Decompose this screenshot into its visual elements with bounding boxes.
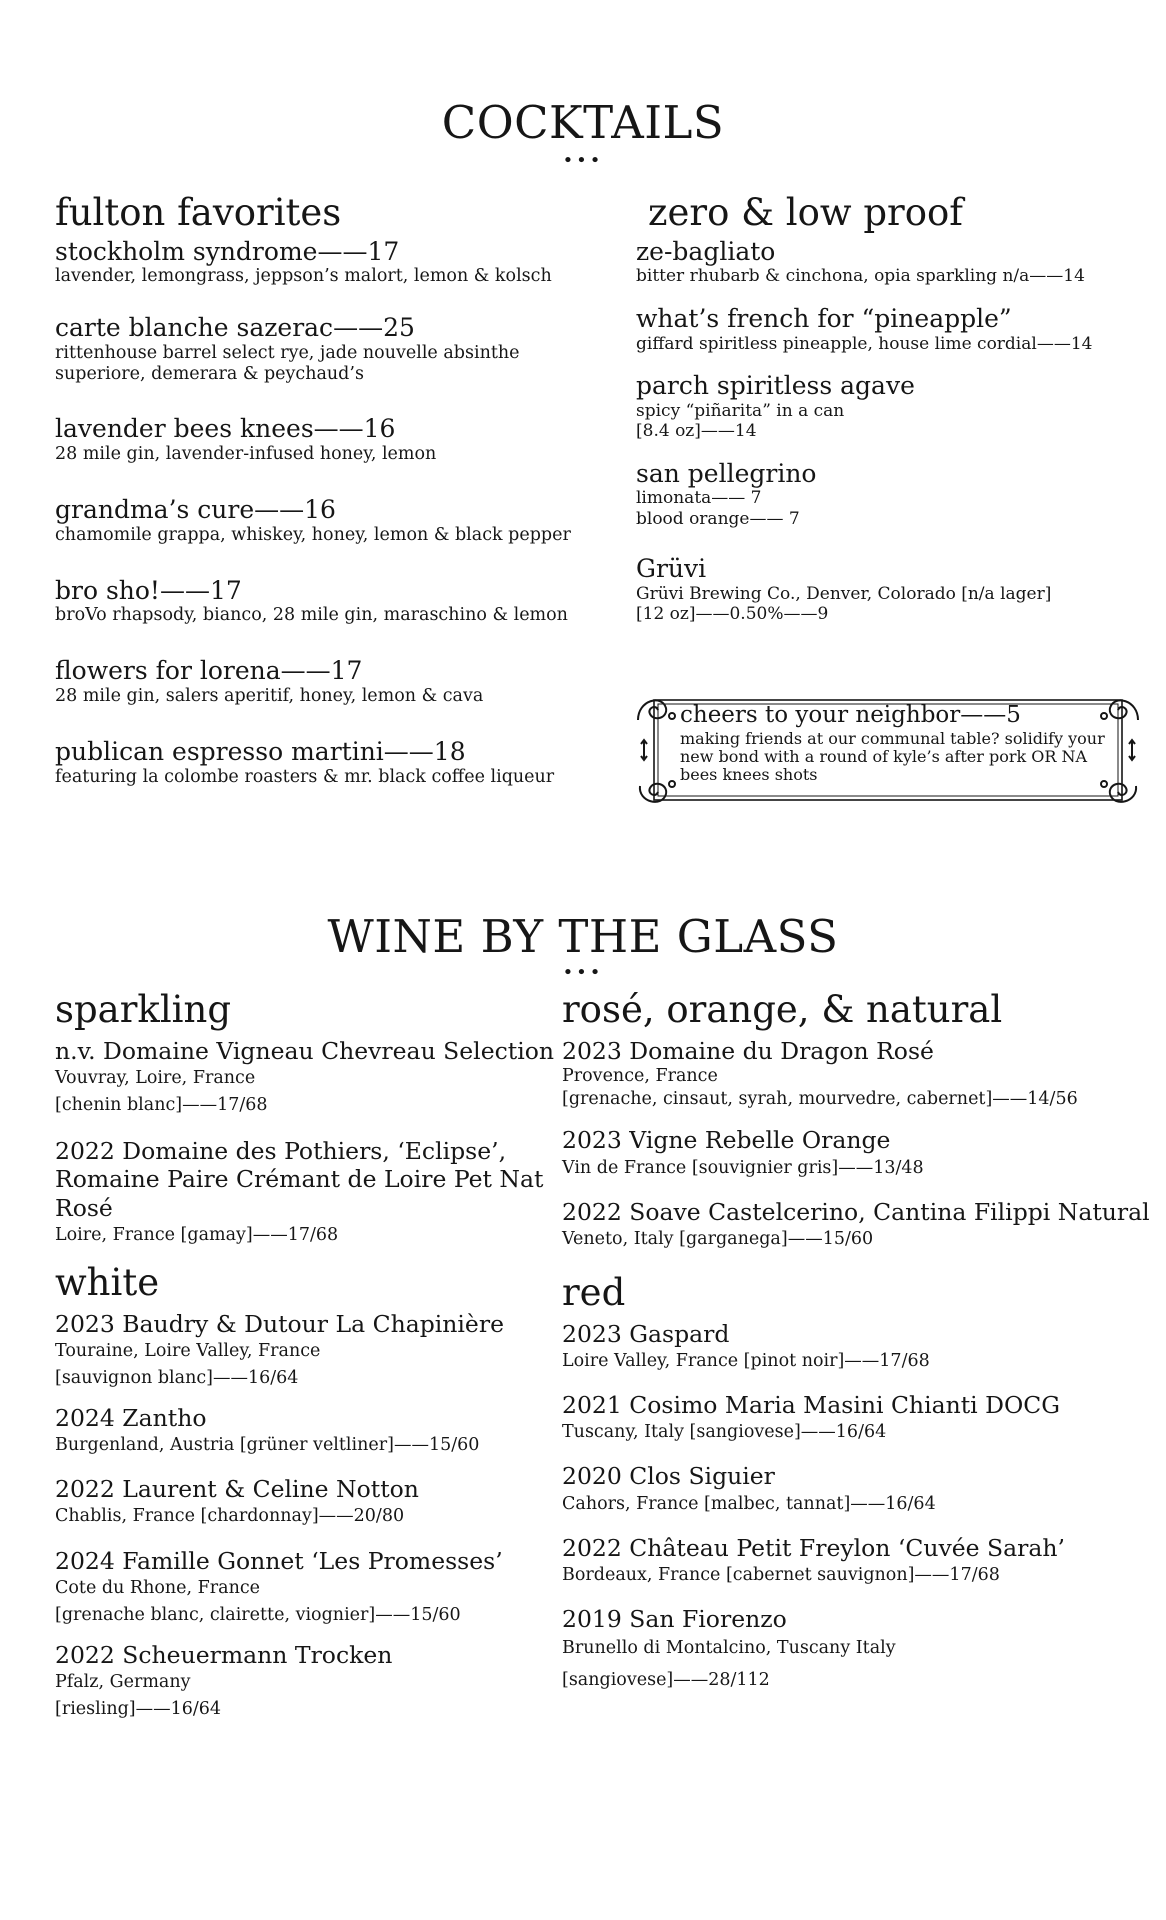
wine-name: 2023 Domaine du Dragon Rosé <box>562 1036 934 1065</box>
wine-detail: Bordeaux, France [cabernet sauvignon]——17/68 <box>562 1564 1000 1585</box>
wine-name: 2024 Zantho <box>55 1403 207 1432</box>
wine-detail: Tuscany, Italy [sangiovese]——16/64 <box>562 1422 887 1443</box>
wine-right-column <box>562 990 1152 1696</box>
wine-detail: Cote du Rhone, France <box>55 1577 261 1598</box>
red-heading: red <box>562 1271 626 1314</box>
wine-detail: Veneto, Italy [garganega]——15/60 <box>562 1228 874 1249</box>
cocktail-desc: featuring la colombe roasters & mr. black coffee liqueur <box>55 766 555 787</box>
zero-proof-detail: blood orange—— 7 <box>636 508 800 529</box>
wine-name: 2023 Gaspard <box>562 1319 730 1348</box>
wine-detail: [grenache blanc, clairette, viognier]——15/60 <box>55 1604 461 1625</box>
cocktail-item: lavender bees knees——16 28 mile gin, lavender-infused honey, lemon <box>55 415 615 465</box>
cocktail-price: 16 <box>363 414 396 444</box>
wine-detail: Vin de France [souvignier gris]——13/48 <box>562 1157 924 1178</box>
zero-proof-detail: giffard spiritless pineapple, house lime cordial——14 <box>636 333 1093 354</box>
wine-name: 2019 San Fiorenzo <box>562 1604 787 1633</box>
wine-title: WINE BY THE GLASS <box>327 910 839 963</box>
cocktails-dots: ••• <box>562 150 604 171</box>
zero-proof-name: ze-bagliato <box>636 236 776 266</box>
zero-proof-item <box>636 238 1136 287</box>
wine-item <box>55 1310 570 1392</box>
wine-item <box>562 1037 1152 1111</box>
wine-item <box>55 1404 570 1459</box>
wine-name: 2022 Château Petit Freylon ‘Cuvée Sarah’ <box>562 1533 1066 1562</box>
zero-proof-item <box>636 460 1136 530</box>
wine-detail: Vouvray, Loire, France <box>55 1067 256 1088</box>
wine-name: 2024 Famille Gonnet ‘Les Promesses’ <box>55 1546 503 1575</box>
cocktail-name: publican espresso martini <box>55 737 384 767</box>
wine-detail: Touraine, Loire Valley, France <box>55 1340 321 1361</box>
wine-detail: Loire, France [gamay]——17/68 <box>55 1224 339 1245</box>
cocktail-price: 16 <box>304 494 336 524</box>
wine-name: 2023 Vigne Rebelle Orange <box>562 1126 891 1155</box>
wine-detail: [chenin blanc]——17/68 <box>55 1095 268 1115</box>
zero-low-proof-heading: zero & low proof <box>648 191 963 234</box>
wine-detail: Provence, France <box>562 1065 718 1086</box>
zero-proof-detail: Grüvi Brewing Co., Denver, Colorado [n/a lager] <box>636 583 1052 604</box>
zero-proof-name: parch spiritless agave <box>636 370 915 400</box>
wine-name: 2021 Cosimo Maria Masini Chianti DOCG <box>562 1391 1061 1419</box>
zero-proof-item <box>636 555 1136 625</box>
wine-detail: Burgenland, Austria [grüner veltliner]——15/60 <box>55 1435 480 1456</box>
cocktail-item: grandma’s cure——16 chamomile grappa, whiskey, honey, lemon & black pepper <box>55 496 615 546</box>
sparkling-heading: sparkling <box>55 988 232 1031</box>
wine-item <box>562 1320 1152 1375</box>
wine-item <box>55 1641 570 1723</box>
wine-name: 2022 Soave Castelcerino, Cantina Filippi Natural <box>562 1197 1150 1226</box>
wine-detail: Pfalz, Germany <box>55 1672 191 1693</box>
wine-item <box>55 1137 570 1249</box>
wine-detail: Chablis, France [chardonnay]——20/80 <box>55 1506 405 1527</box>
wine-detail: Loire Valley, France [pinot noir]——17/68 <box>562 1350 930 1371</box>
cocktails-title: COCKTAILS <box>441 96 725 149</box>
zero-proof-name: Grüvi <box>636 554 707 584</box>
wine-name: n.v. Domaine Vigneau Chevreau Selection <box>55 1036 555 1065</box>
zero-proof-detail: [8.4 oz]——14 <box>636 421 757 442</box>
wine-detail: [riesling]——16/64 <box>55 1699 222 1720</box>
cocktail-name: grandma’s cure <box>55 494 255 524</box>
white-heading: white <box>55 1260 160 1304</box>
wine-name: 2022 Laurent & Celine Notton <box>55 1475 419 1504</box>
neighbor-name: cheers to your neighbor <box>680 702 961 728</box>
zero-proof-item <box>636 305 1136 354</box>
wine-item <box>562 1605 1152 1696</box>
zero-proof-detail: [12 oz]——0.50%——9 <box>636 604 829 625</box>
cocktail-name: flowers for lorena <box>55 656 281 686</box>
cocktail-item: carte blanche sazerac——25 rittenhouse barrel select rye, jade nouvelle absinthe superiore, demerara & peychaud’s <box>55 314 615 385</box>
neighbor-desc: making friends at our communal table? solidify your new bond with a round of kyle’s after pork OR NA bees knees shots <box>680 728 1105 785</box>
wine-detail: [sangiovese]——28/112 <box>562 1669 770 1690</box>
cocktail-name: lavender bees knees <box>55 414 314 444</box>
fulton-favorites-heading: fulton favorites <box>55 191 342 234</box>
wine-item <box>562 1391 1152 1446</box>
wine-name: 2022 Scheuermann Trocken <box>55 1641 393 1669</box>
wine-item <box>55 1547 570 1629</box>
zero-proof-detail: bitter rhubarb & cinchona, opia sparkling n/a——14 <box>636 266 1085 287</box>
cocktail-name: bro sho! <box>55 575 160 605</box>
cocktail-name: stockholm syndrome <box>55 236 318 266</box>
wine-detail: Brunello di Montalcino, Tuscany Italy <box>562 1638 896 1659</box>
wine-detail: [grenache, cinsaut, syrah, mourvedre, cabernet]——14/56 <box>562 1088 1078 1109</box>
cocktail-price: 17 <box>330 656 363 686</box>
cocktail-desc: 28 mile gin, salers aperitif, honey, lemon & cava <box>55 686 484 707</box>
wine-detail: Cahors, France [malbec, tannat]——16/64 <box>562 1493 936 1514</box>
cocktail-desc: lavender, lemongrass, jeppson’s malort, lemon & kolsch <box>55 266 552 287</box>
cocktail-item: bro sho!——17 broVo rhapsody, bianco, 28 mile gin, maraschino & lemon <box>55 577 615 627</box>
wine-name: 2022 Domaine des Pothiers, ‘Eclipse’, Romaine Paire Crémant de Loire Pet Nat Rosé <box>55 1137 544 1222</box>
wine-item <box>55 1475 570 1530</box>
wine-item <box>562 1534 1152 1589</box>
cocktail-desc: broVo rhapsody, bianco, 28 mile gin, maraschino & lemon <box>55 605 568 626</box>
wine-detail: [sauvignon blanc]——16/64 <box>55 1367 299 1388</box>
zero-low-proof-section <box>636 193 1136 625</box>
zero-proof-detail: limonata—— 7 <box>636 488 762 509</box>
cocktail-price: 25 <box>383 313 415 343</box>
wine-name: 2020 Clos Siguier <box>562 1462 775 1491</box>
cocktail-desc: 28 mile gin, lavender-infused honey, lemon <box>55 443 437 464</box>
wine-dots: ••• <box>562 962 604 983</box>
neighbor-price: 5 <box>1006 702 1021 728</box>
wine-item <box>562 1462 1152 1517</box>
cocktail-item: publican espresso martini——18 featuring la colombe roasters & mr. black coffee liqueur <box>55 738 615 788</box>
cocktail-price: 17 <box>367 236 400 266</box>
fulton-favorites-section <box>55 193 615 788</box>
zero-proof-name: san pellegrino <box>636 458 817 488</box>
wine-item <box>562 1126 1152 1181</box>
wine-item <box>562 1198 1152 1253</box>
cocktail-desc: chamomile grappa, whiskey, honey, lemon & black pepper <box>55 524 571 545</box>
cocktail-name: carte blanche sazerac <box>55 313 334 343</box>
cocktail-price: 17 <box>209 575 242 605</box>
wine-left-column <box>55 990 570 1723</box>
cocktail-item: stockholm syndrome——17 lavender, lemongrass, jeppson’s malort, lemon & kolsch <box>55 238 615 288</box>
cocktail-item: flowers for lorena——17 28 mile gin, salers aperitif, honey, lemon & cava <box>55 657 615 707</box>
zero-proof-item <box>636 372 1136 442</box>
cocktail-desc: rittenhouse barrel select rye, jade nouvelle absinthe superiore, demerara & peychaud’s <box>55 343 520 385</box>
wine-name: 2023 Baudry & Dutour La Chapinière <box>55 1309 504 1338</box>
wine-item <box>55 1037 570 1119</box>
cocktail-price: 18 <box>433 737 466 767</box>
neighbor-special-box: cheers to your neighbor——5 making friends at our communal table? solidify your new bond with a round of kyle’s after pork OR NA bees knees shots <box>632 690 1144 810</box>
zero-proof-detail: spicy “piñarita” in a can <box>636 400 845 421</box>
rose-orange-natural-heading: rosé, orange, & natural <box>562 988 1003 1031</box>
zero-proof-name: what’s french for “pineapple” <box>636 303 1012 333</box>
